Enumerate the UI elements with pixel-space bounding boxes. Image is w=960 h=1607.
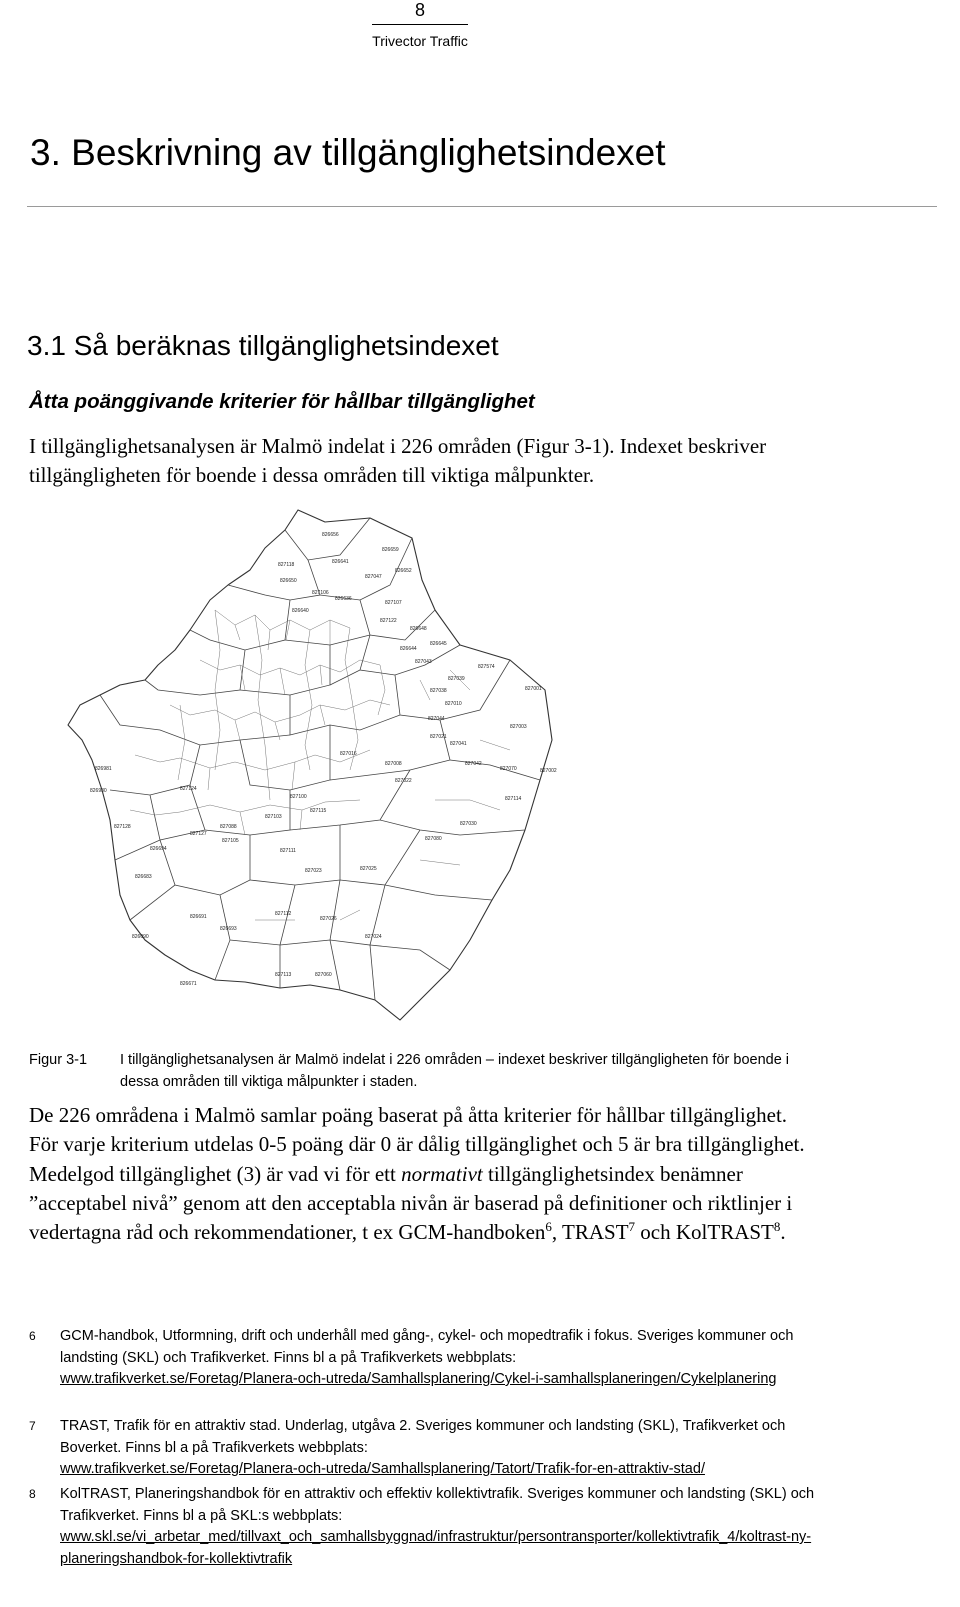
area-label: 827030	[460, 821, 477, 827]
area-label: 826636	[335, 596, 352, 602]
area-label: 827025	[360, 866, 377, 872]
chapter-divider	[27, 206, 937, 207]
area-label: 827115	[310, 808, 327, 814]
area-label: 826650	[280, 578, 297, 584]
area-label: 827038	[430, 688, 447, 694]
figure-number: Figur 3-1	[29, 1052, 88, 1068]
intro-paragraph: I tillgänglighetsanalysen är Malmö indelat i 226 områden (Figur 3-1). Indexet beskriver tillgängligheten för boende i dessa områden till viktiga målpunkter.	[29, 434, 767, 488]
area-label: 826648	[410, 626, 427, 632]
map-svg	[40, 500, 600, 1030]
area-label: 827127	[190, 831, 207, 837]
area-label: 827124	[180, 786, 197, 792]
area-label: 827022	[395, 778, 412, 784]
chapter-title: 3. Beskrivning av tillgänglighetsindexet	[30, 132, 666, 173]
footnote-number: 8	[29, 1487, 36, 1501]
area-label: 826683	[135, 874, 152, 880]
area-label: 827574	[478, 664, 495, 670]
area-label: 826694	[150, 846, 167, 852]
body-emphasis: normativt	[401, 1161, 483, 1186]
subsection-title: Åtta poänggivande kriterier för hållbar tillgänglighet	[29, 390, 535, 413]
page-number: 8	[414, 0, 425, 20]
area-label: 827105	[222, 838, 239, 844]
area-label: 827106	[312, 590, 329, 596]
footnote-link[interactable]: www.trafikverket.se/Foretag/Planera-och-utreda/Samhallsplanering/Cykel-i-samhallsplaneringen/Cykelplanering	[60, 1371, 777, 1387]
footnote-text: GCM-handbok, Utformning, drift och underhåll med gång-, cykel- och mopedtrafik i fokus. Sveriges kommuner och landsting (SKL) och Trafikverket. Finns bl a på Trafikverkets webbplats:	[60, 1328, 794, 1366]
figure-caption-text: I tillgänglighetsanalysen är Malmö indelat i 226 områden – indexet beskriver tillgängligheten för boende i dessa områden till viktiga målpunkter i staden.	[120, 1052, 790, 1090]
area-label: 827107	[385, 600, 402, 606]
area-label: 826640	[292, 608, 309, 614]
area-label: 827111	[280, 848, 296, 854]
area-label: 826652	[395, 568, 412, 574]
section-title: 3.1 Så beräknas tillgänglighetsindexet	[27, 330, 499, 361]
footnote-number: 7	[29, 1419, 36, 1433]
area-label: 827070	[500, 766, 517, 772]
area-label: 827023	[305, 868, 322, 874]
area-label: 826981	[95, 766, 112, 772]
footnote-text: TRAST, Trafik för en attraktiv stad. Underlag, utgåva 2. Sveriges kommuner och landsting (SKL), Trafikverket och Boverket. Finns bl a på Trafikverkets webbplats:	[60, 1418, 786, 1456]
area-label: 827103	[265, 814, 282, 820]
header-divider	[372, 24, 468, 25]
footnote-text: KolTRAST, Planeringshandbok för en attraktiv och effektiv kollektivtrafik. Sveriges kommuner och landsting (SKL) och Trafikverket. Finns bl a på SKL:s webbplats:	[60, 1486, 815, 1524]
footnote-number: 6	[29, 1329, 36, 1343]
body-text-part: och KolTRAST	[635, 1220, 774, 1245]
malmo-area-map	[40, 500, 600, 1030]
area-label: 827039	[448, 676, 465, 682]
area-label: 826090	[132, 934, 149, 940]
area-label: 827047	[365, 574, 382, 580]
area-label: 827043	[415, 659, 432, 665]
area-label: 827114	[505, 796, 522, 802]
body-text-part: tillgänglighetsindex benämner ”acceptabel nivå” genom att den acceptabla nivån är baserad på definitioner och riktlinjer i vedertagna råd och rekommendationer, t ex GCM-handboken	[29, 1161, 793, 1245]
area-label: 827060	[315, 972, 332, 978]
area-label: 827041	[450, 741, 467, 747]
body-paragraph	[29, 1101, 819, 1247]
area-label: 827024	[365, 934, 382, 940]
body-text-part: .	[780, 1220, 786, 1245]
area-label: 826980	[90, 788, 107, 794]
area-label: 827010	[445, 701, 462, 707]
area-label: 826645	[430, 641, 447, 647]
area-label: 827026	[320, 916, 337, 922]
area-label: 827002	[540, 768, 557, 774]
area-label: 827113	[275, 972, 292, 978]
footnote-ref[interactable]: 8	[773, 1219, 781, 1235]
area-label: 826641	[332, 559, 349, 565]
footnote-link[interactable]: www.trafikverket.se/Foretag/Planera-och-utreda/Samhallsplanering/Tatort/Trafik-for-en-attraktiv-stad/	[60, 1461, 705, 1477]
area-label: 827044	[428, 716, 445, 722]
area-label: 827100	[290, 794, 307, 800]
area-label: 827122	[380, 618, 397, 624]
area-label: 826691	[190, 914, 207, 920]
area-label: 827003	[510, 724, 527, 730]
area-label: 827118	[278, 562, 295, 568]
area-label: 827001	[525, 686, 542, 692]
footnote-ref[interactable]: 6	[545, 1219, 552, 1235]
area-label: 826693	[220, 926, 237, 932]
area-label: 827128	[114, 824, 131, 830]
area-label: 826656	[322, 532, 339, 538]
area-label: 827112	[275, 911, 292, 917]
area-label: 827080	[425, 836, 442, 842]
area-label: 827016	[340, 751, 357, 757]
header-company: Trivector Traffic	[372, 33, 468, 49]
footnote-link[interactable]: www.skl.se/vi_arbetar_med/tillvaxt_och_samhallsbyggnad/infrastruktur/persontransporter/kollektivtrafik_4/koltrast-ny-planeringshandbok-for-kollektivtrafik	[60, 1529, 812, 1567]
area-label: 827008	[385, 761, 402, 767]
footnote-ref[interactable]: 7	[628, 1219, 636, 1235]
area-label: 827088	[220, 824, 237, 830]
area-label: 826644	[400, 646, 417, 652]
body-text-part: De 226 områdena i Malmö samlar poäng baserat på åtta kriterier för hållbar tillgänglighet. För varje kriterium utdelas 0-5 poäng där 0 är dålig tillgänglighet och 5 är bra tillgänglighet. Medelgod tillgänglighet (3) är vad vi för ett	[29, 1103, 805, 1186]
area-label: 826659	[382, 547, 399, 553]
area-label: 826671	[180, 981, 197, 987]
body-text-part: , TRAST	[551, 1220, 629, 1245]
area-label: 827042	[465, 761, 482, 767]
area-label: 827021	[430, 734, 447, 740]
